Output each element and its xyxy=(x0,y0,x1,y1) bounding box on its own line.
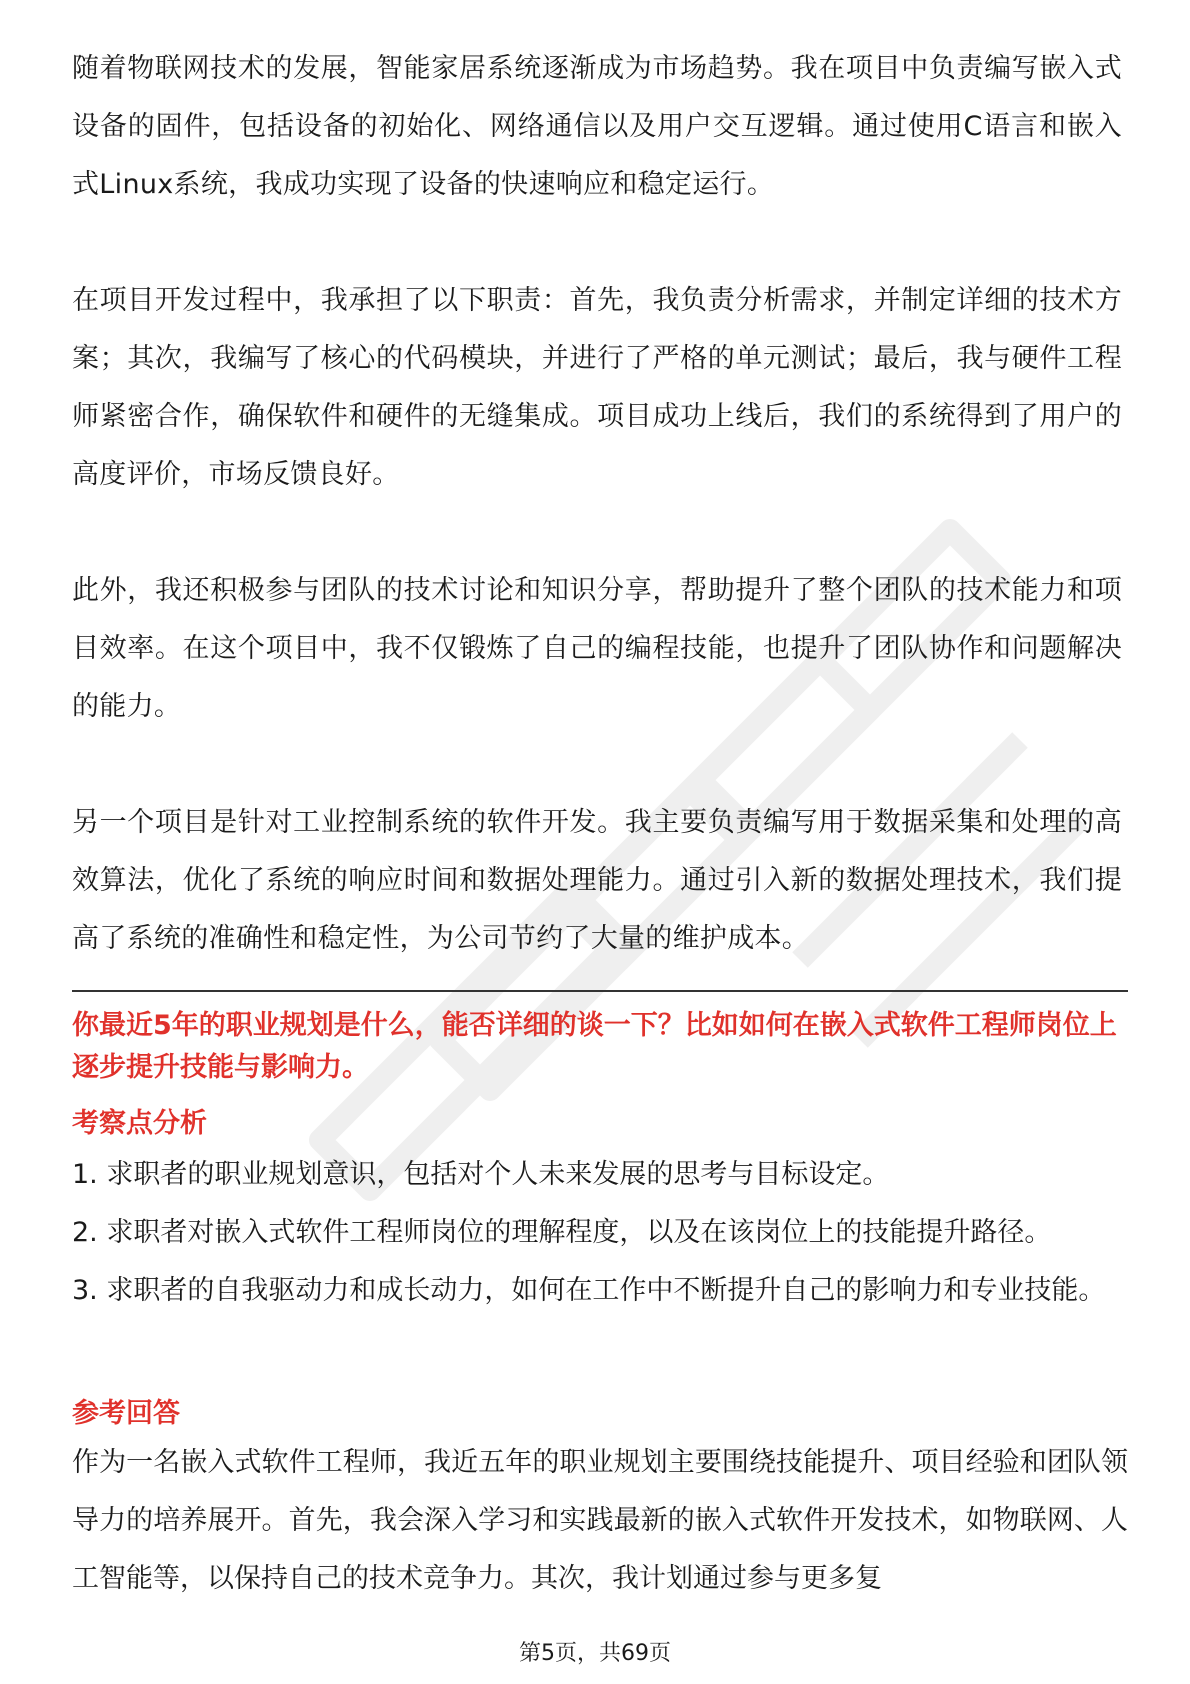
interview-question: 你最近5年的职业规划是什么，能否详细的谈一下？比如如何在嵌入式软件工程师岗位上逐步提升技能与影响力。 xyxy=(72,1010,1117,1083)
analysis-item: 3. 求职者的自我驱动力和成长动力，如何在工作中不断提升自己的影响力和专业技能。 xyxy=(72,1275,1106,1306)
paragraph: 另一个项目是针对工业控制系统的软件开发。我主要负责编写用于数据采集和处理的高效算法，优化了系统的响应时间和数据处理能力。通过引入新的数据处理技术，我们提高了系统的准确性和稳定性，为公司节约了大量的维护成本。 xyxy=(72,807,1122,954)
answer-text: 作为一名嵌入式软件工程师，我近五年的职业规划主要围绕技能提升、项目经验和团队领导力的培养展开。首先，我会深入学习和实践最新的嵌入式软件开发技术，如物联网、人工智能等，以保持自己的技术竞争力。其次，我计划通过参与更多复 xyxy=(72,1447,1128,1594)
page-number: 第5页，共69页 xyxy=(519,1641,671,1666)
answer-title: 参考回答 xyxy=(72,1398,180,1429)
intro-content xyxy=(72,40,1122,968)
paragraph: 此外，我还积极参与团队的技术讨论和知识分享，帮助提升了整个团队的技术能力和项目效率。在这个项目中，我不仅锻炼了自己的编程技能，也提升了团队协作和问题解决的能力。 xyxy=(72,575,1122,722)
analysis-item: 2. 求职者对嵌入式软件工程师岗位的理解程度，以及在该岗位上的技能提升路径。 xyxy=(72,1217,1052,1248)
paragraph: 在项目开发过程中，我承担了以下职责：首先，我负责分析需求，并制定详细的技术方案；其次，我编写了核心的代码模块，并进行了严格的单元测试；最后，我与硬件工程师紧密合作，确保软件和硬件的无缝集成。项目成功上线后，我们的系统得到了用户的高度评价，市场反馈良好。 xyxy=(72,285,1122,490)
analysis-item: 1. 求职者的职业规划意识，包括对个人未来发展的思考与目标设定。 xyxy=(72,1159,890,1190)
analysis-list xyxy=(72,1146,1128,1320)
section-divider xyxy=(72,990,1128,992)
analysis-title: 考察点分析 xyxy=(72,1108,207,1139)
paragraph: 随着物联网技术的发展，智能家居系统逐渐成为市场趋势。我在项目中负责编写嵌入式设备的固件，包括设备的初始化、网络通信以及用户交互逻辑。通过使用C语言和嵌入式Linux系统，我成功实现了设备的快速响应和稳定运行。 xyxy=(72,53,1122,200)
